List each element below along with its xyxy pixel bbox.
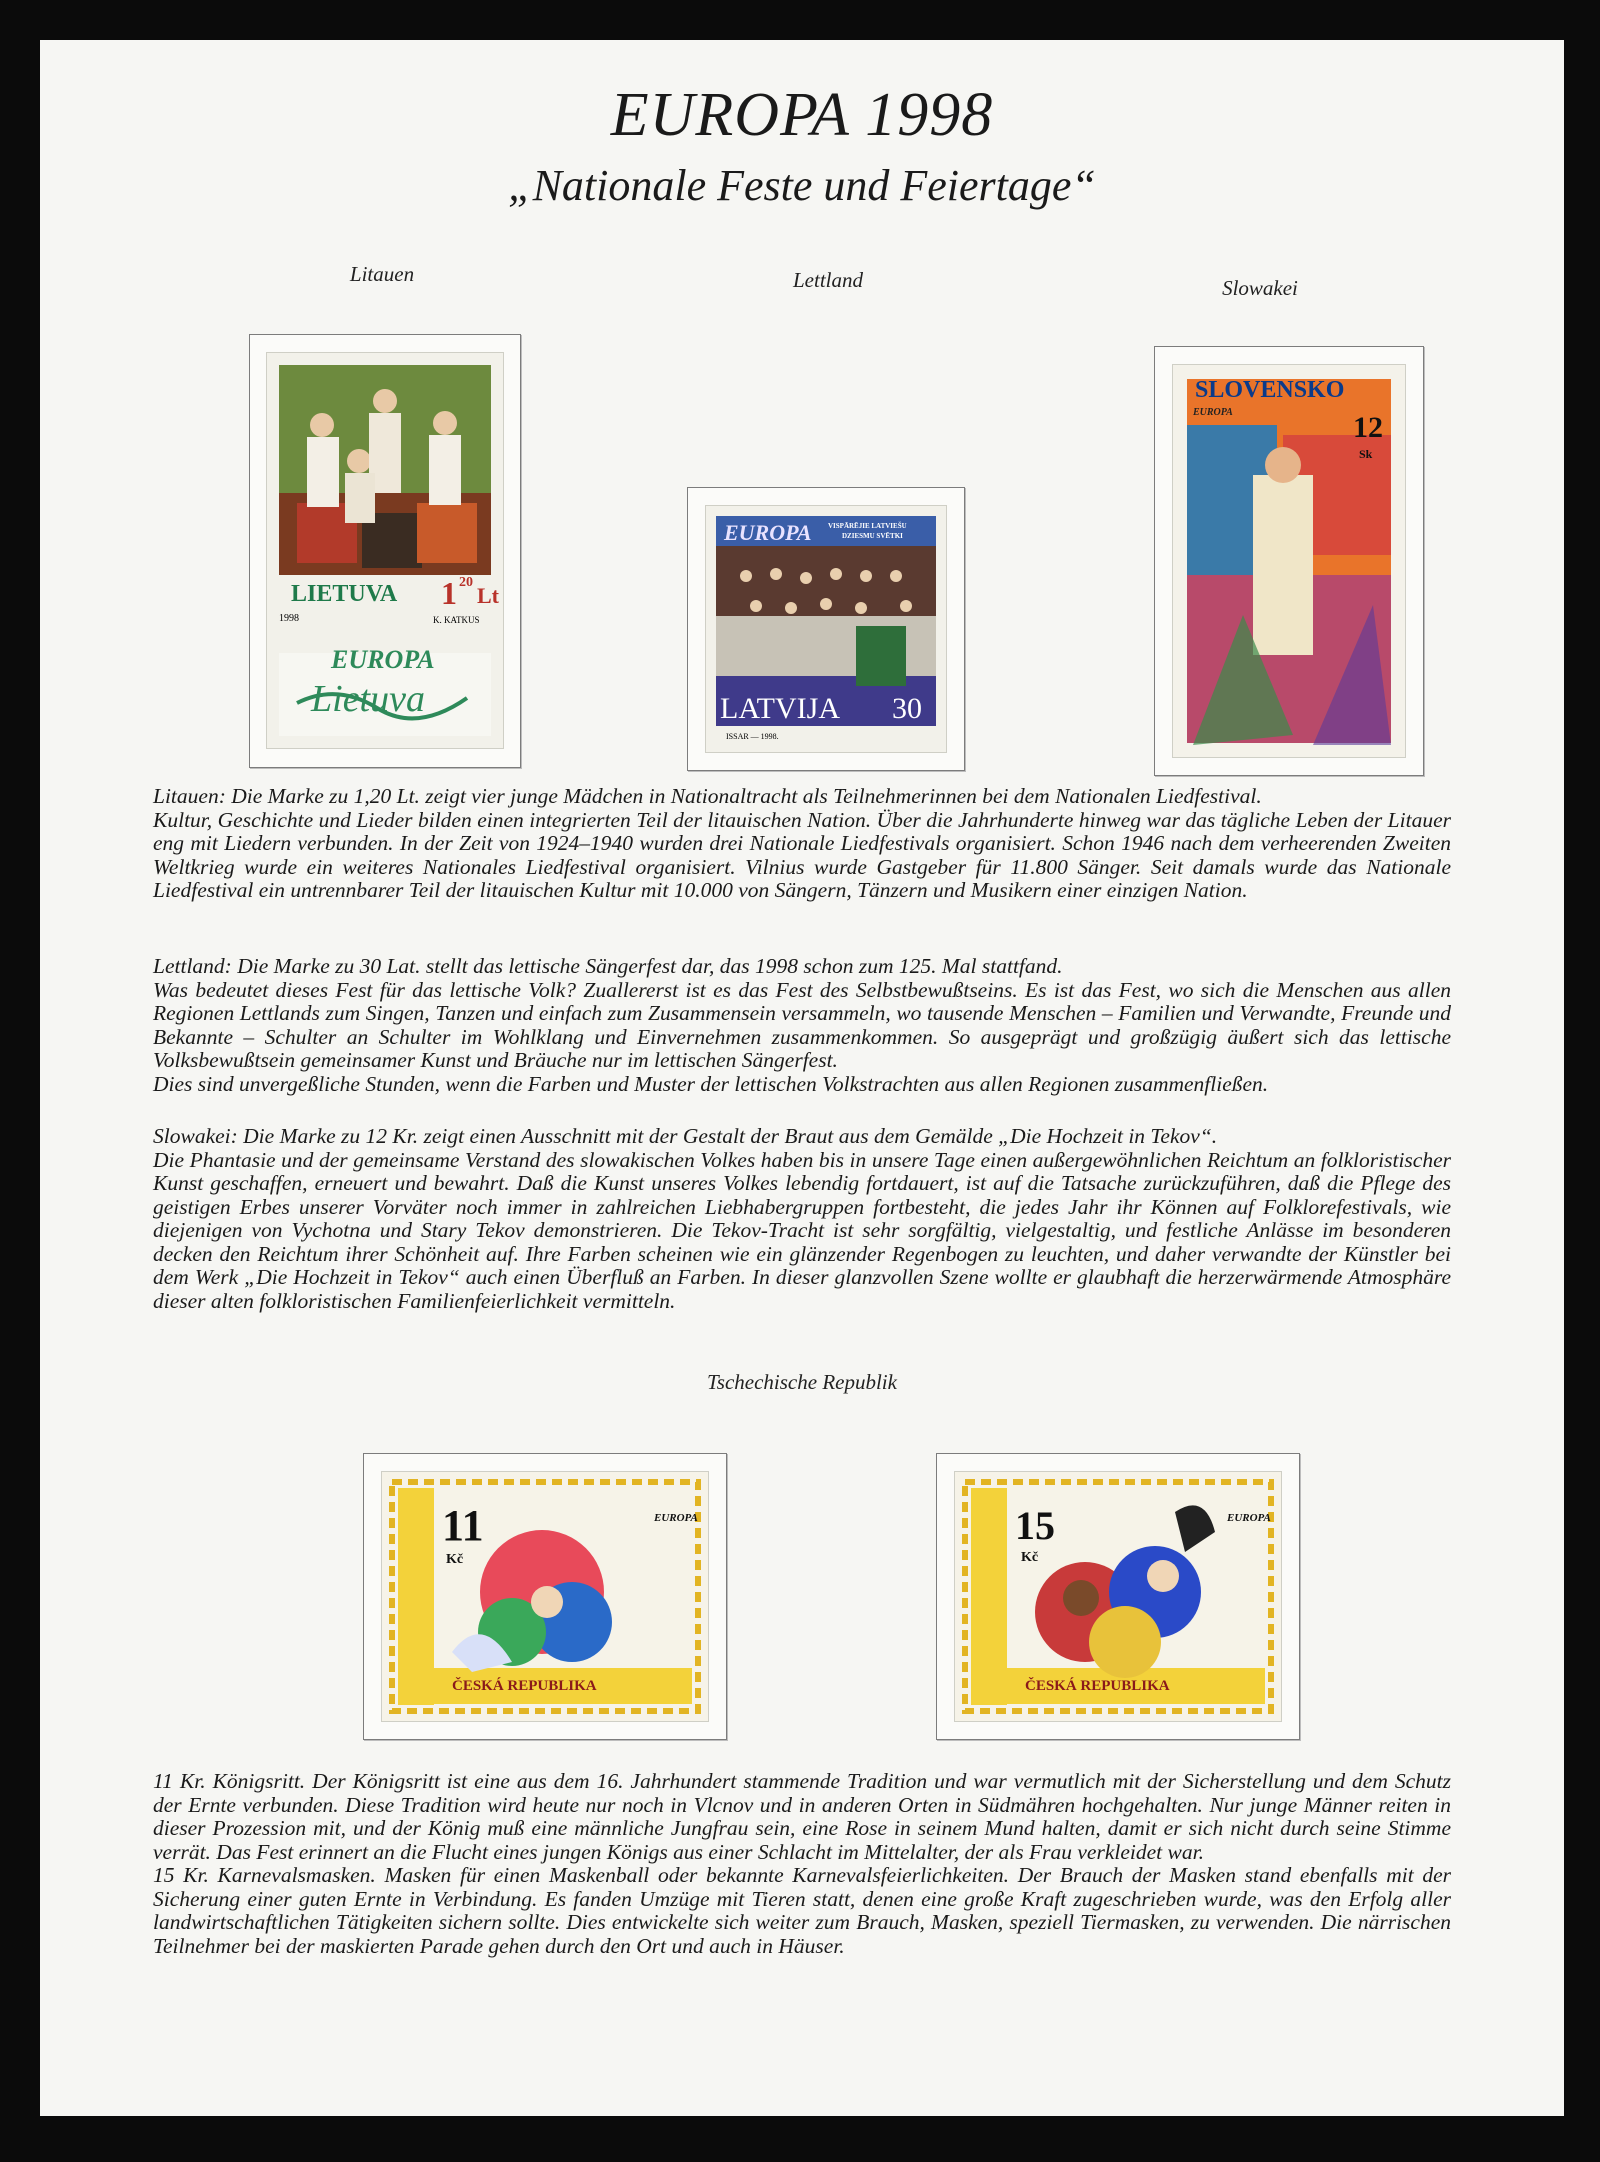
text-latvia-p1: Lettland: Die Marke zu 30 Lat. stellt das lettische Sängerfest dar, das 1998 schon zum 125. Mal stattfand.: [153, 954, 1063, 978]
stamp-czech-15-country: ČESKÁ REPUBLIKA: [1025, 1678, 1170, 1694]
text-latvia-p2: Was bedeutet dieses Fest für das lettische Volk? Zuallererst ist es das Fest des Selbstbewußtseins. Es ist das Fest, wo sich die Menschen aus allen Regionen Lettlands zum Singen, Tanzen und einfach zum Zusammensein versammeln, wo tausende Menschen – Familien und Verwandte, Freunde und Bekannte – Schulter an Schulter im Wohlklang und Einvernehmen zusammenkommen. So ausgeprägt und großzügig äußert sich das lettische Volksbewußtsein gemeinsamer Kunst und Bräuche nur im lettischen Sängerfest.: [153, 977, 1451, 1072]
stamp-mount-slovakia: [1154, 346, 1424, 776]
stamp-latvia: [706, 506, 946, 752]
stamp-czech-11-currency: Kč: [446, 1552, 464, 1567]
stamp-czech-11-value: 11: [442, 1501, 484, 1550]
stamp-mount-lithuania: [249, 334, 521, 768]
text-slovakia: [153, 1125, 1451, 1313]
stamp-lithuania-tab-europa: EUROPA: [331, 645, 435, 674]
stamp-slovakia-value: 12: [1353, 411, 1383, 444]
stamp-lithuania-country: LIETUVA: [291, 581, 398, 607]
stamp-slovakia-country: SLOVENSKO: [1195, 377, 1345, 403]
stamp-lithuania-currency: Lt: [477, 583, 499, 608]
text-lithuania-p2: Kultur, Geschichte und Lieder bilden einen integrierten Teil der litauischen Nation. Über die Jahrhunderte hinweg war das tägliche Leben der Litauer eng mit Liedern verbunden. In der Zeit von 1924–1940 wurden drei Nationale Liedfestivals organisiert. Schon 1946 nach dem verheerenden Zweiten Weltkrieg wurde ein weiteres Nationales Liedfestival organisiert. Vilnius wurde Gastgeber für 11.800 Sänger. Seit damals wurde das Nationale Liedfestival ein untrennbarer Teil der litauischen Kultur mit 10.000 von Sängern, Tänzern und Musikern einer einzigen Nation.: [153, 807, 1451, 902]
stamp-lithuania-value: 1: [441, 575, 457, 611]
stamp-lithuania: [267, 353, 503, 748]
text-slovakia-p1: Slowakei: Die Marke zu 12 Kr. zeigt einen Ausschnitt mit der Gestalt der Braut aus dem Gemälde „Die Hochzeit in Tekov“.: [153, 1124, 1218, 1148]
country-label-latvia: Lettland: [792, 268, 863, 292]
stamp-lithuania-value-sup: 20: [459, 575, 473, 590]
text-latvia: [153, 955, 1451, 1096]
stamp-latvia-top-text-2: DZIESMU SVĒTKI: [842, 532, 903, 540]
text-czech-p1: 11 Kr. Königsritt. Der Königsritt ist eine aus dem 16. Jahrhundert stammende Tradition und war vermutlich mit der Sicherstellung und dem Schutz der Ernte verbunden. Diese Tradition wird heute nur noch in Vlcnov und in anderen Orten in Südmähren hochgehalten. Nur junge Männer reiten in dieser Prozession mit, und der König muß eine männliche Jungfrau sein, eine Rose in seinem Mund halten, damit er sich nicht durch seine Stimme verrät. Das Fest erinnert an die Flucht eines jungen Königs aus einer Schlacht im Mittelalter, der als Frau verkleidet war.: [153, 1769, 1451, 1864]
stamp-lithuania-designer: K. KATKUS: [433, 615, 480, 625]
stamp-latvia-top-text-1: VISPĀRĒJIE LATVIEŠU: [828, 522, 907, 530]
stamp-latvia-europa: EUROPA: [724, 520, 812, 545]
stamp-czech-15-value: 15: [1015, 1503, 1055, 1548]
stamp-lithuania-tab-script: Lietuva: [311, 678, 425, 720]
stamp-mount-czech-15: [936, 1453, 1300, 1740]
album-page: [40, 40, 1564, 2116]
stamp-latvia-imprint: ISSAR — 1998.: [726, 732, 779, 741]
stamp-lithuania-year: 1998: [279, 613, 299, 624]
stamp-slovakia-europa: EUROPA: [1193, 407, 1233, 418]
stamp-czech-11: [382, 1472, 708, 1721]
stamp-slovakia-currency: Sk: [1359, 447, 1373, 461]
stamp-czech-15: [955, 1472, 1281, 1721]
text-latvia-p3: Dies sind unvergeßliche Stunden, wenn die Farben und Muster der lettischen Volkstrachten aus allen Regionen zusammenfließen.: [153, 1071, 1269, 1096]
stamp-slovakia: [1173, 365, 1405, 757]
stamp-czech-11-country: ČESKÁ REPUBLIKA: [452, 1678, 597, 1694]
page-title: EUROPA 1998: [610, 81, 994, 149]
stamp-czech-15-europa: EUROPA: [1227, 1512, 1271, 1524]
text-slovakia-p2: Die Phantasie und der gemeinsame Verstand des slowakischen Volkes haben bis in unsere Tage einen außergewöhnlichen Reichtum an folkloristischer Kunst geschaffen, erneuert und bewahrt. Daß die Kunst unseres Volkes lebendig fortdauert, ist auf die Tatsache zurückzuführen, daß die Pflege des geistigen Erbes unserer Vorväter noch immer in zahlreichen Liebhabergruppen fortbesteht, die jedes Jahr ihr Können auf Folklorefestivals, wie diejenigen von Vychotna und Stary Tekov demonstrieren. Die Tekov-Tracht ist sehr sorgfältig, vielgestaltig, und festliche Anlässe im besonderen decken den Reichtum ihrer Schönheit auf. Ihre Farben scheinen wie ein glänzender Regenbogen zu leuchten, und daher verwandte der Künstler bei dem Werk „Die Hochzeit in Tekov“ auch einen Überfluß an Farben. In dieser glanzvollen Szene wollte er glaubhaft die herzerwärmende Atmosphäre dieser alten folkloristischen Familienfeierlichkeit vermitteln.: [153, 1147, 1451, 1313]
stamp-mount-latvia: [687, 487, 965, 771]
stamp-mount-czech-11: [363, 1453, 727, 1740]
text-lithuania-p1: Litauen: Die Marke zu 1,20 Lt. zeigt vier junge Mädchen in Nationaltracht als Teilnehmerinnen bei dem Nationalen Liedfestival.: [153, 784, 1262, 808]
page-subtitle: „Nationale Feste und Feiertage“: [508, 161, 1096, 210]
stamp-latvia-value: 30: [892, 692, 922, 725]
country-label-lithuania: Litauen: [349, 262, 415, 286]
stamp-czech-11-europa: EUROPA: [654, 1512, 698, 1524]
text-czech-p2: 15 Kr. Karnevalsmasken. Masken für einen Maskenball oder bekannte Karnevalsfeierlichkeiten. Der Brauch der Masken stand ebenfalls mit der Sicherung einer guten Ernte in Verbindung. Es fanden Umzüge mit Tieren statt, denen eine große Kraft zugeschrieben wurde, was den Erfolg aller landwirtschaftlichen Tätigkeiten sichern sollte. Dies entwickelte sich weiter zum Brauch, Masken, speziell Tiermasken, zu verwenden. Die närrischen Teilnehmer bei der maskierten Parade gehen durch den Ort und auch in Häuser.: [153, 1863, 1451, 1958]
text-czech: [153, 1770, 1451, 1958]
stamp-czech-15-currency: Kč: [1021, 1550, 1039, 1565]
country-label-slovakia: Slowakei: [1222, 276, 1298, 300]
country-label-czech: Tschechische Republik: [707, 1370, 897, 1394]
text-lithuania: [153, 785, 1451, 903]
stamp-latvia-country: LATVIJA: [720, 692, 840, 725]
